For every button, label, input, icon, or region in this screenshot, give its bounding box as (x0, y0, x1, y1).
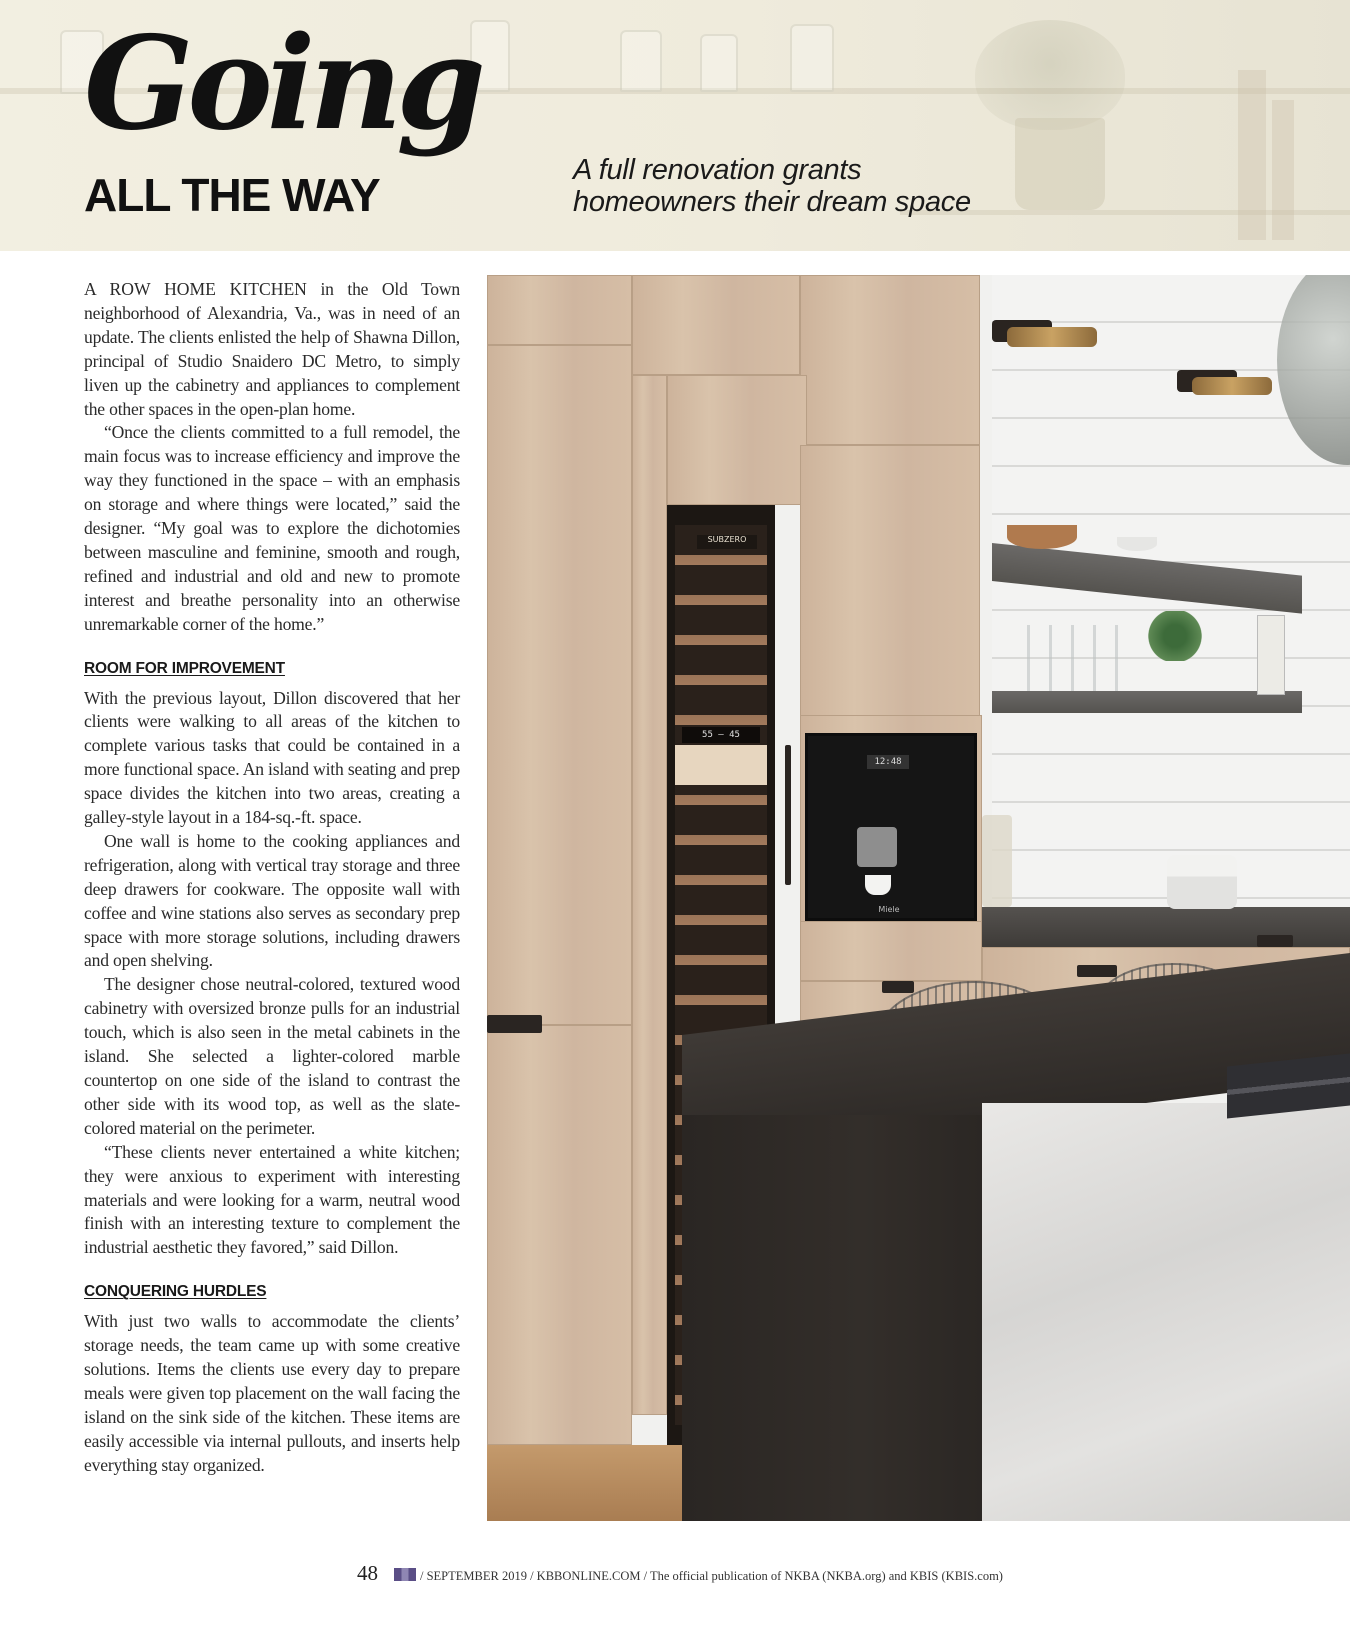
countertop-jar (982, 815, 1012, 907)
tall-cabinet (800, 445, 980, 745)
shelf-plant (1147, 611, 1203, 661)
paragraph: “Once the clients committed to a full remodel, the main focus was to increase efficiency and improve the way they functioned in the space – with an emphasis on storage and where things were located,” said the designer. “My goal was to explore the dichotomies between masculine and feminine, smooth and rough, refined and industrial and old and new to promote interest and breathe personality into an otherwise unremarkable corner of the home.” (84, 422, 460, 634)
lead-in: A ROW HOME KITCHEN (84, 279, 307, 299)
paragraph: One wall is home to the cooking appliances and refrigeration, along with vertical tray storage and three deep drawers for cookware. The opposite wall with coffee and wine stations also serves as secondary prep space with more storage solutions, including drawers and open shelving. (84, 830, 460, 971)
sconce-lamp (1192, 377, 1272, 395)
page-footer (357, 1561, 1003, 1585)
wine-brand-label: SUBZERO (697, 535, 757, 549)
island-body (682, 1115, 982, 1521)
perimeter-countertop (982, 907, 1350, 947)
island-marble-waterfall (982, 1103, 1350, 1521)
footer-text: / SEPTEMBER 2019 / KBBONLINE.COM / The official publication of NKBA (NKBA.org) and KBIS (KBIS.com) (420, 1569, 1003, 1583)
headline-subtitle: ALL THE WAY (84, 169, 380, 221)
background-glass (700, 34, 738, 92)
shelf-glasses (1027, 625, 1137, 691)
deck-text (573, 154, 1073, 218)
coffee-spout (857, 827, 897, 867)
tall-cabinet (632, 375, 667, 1415)
tall-cabinet (632, 275, 800, 375)
tall-cabinet (667, 375, 807, 505)
shelf-book (1257, 615, 1285, 695)
deck-line: A full renovation grants (573, 154, 862, 186)
deck-line: homeowners their dream space (573, 186, 971, 218)
wine-fridge-light (675, 745, 767, 785)
open-shelf (992, 691, 1302, 713)
coffee-cup (865, 875, 891, 895)
tall-cabinet (800, 275, 980, 445)
drawer-pull (882, 981, 914, 993)
kbb-logo-icon (394, 1568, 416, 1581)
cabinet-pull (785, 745, 791, 885)
section-heading: ROOM FOR IMPROVEMENT (84, 659, 285, 677)
background-plant (975, 20, 1125, 130)
coffee-display: 12:48 (867, 755, 909, 769)
cabinet-pull (487, 1015, 542, 1033)
tall-cabinet (487, 1025, 632, 1445)
coffee-brand: Miele (878, 905, 900, 914)
countertop-dishes (1167, 855, 1237, 909)
header-banner (0, 0, 1350, 251)
tall-cabinet (487, 275, 632, 345)
background-glass (790, 24, 834, 92)
page-number: 48 (357, 1561, 378, 1585)
article-body (84, 278, 460, 1478)
shelf-bowl (1007, 525, 1077, 549)
background-book (1272, 100, 1294, 240)
paragraph: The designer chose neutral-colored, textured wood cabinetry with oversized bronze pulls for an industrial touch, which is also seen in the metal cabinets in the island. She selected a lighter-colored marble countertop on one side of the island to contrast the other side with its wood top, as well as the slate-colored material on the perimeter. (84, 974, 460, 1138)
background-glass (620, 30, 662, 92)
headline-script: Going (84, 9, 480, 159)
tall-cabinet (487, 345, 632, 1025)
section-heading: CONQUERING HURDLES (84, 1283, 267, 1301)
kitchen-photo (487, 275, 1350, 1521)
paragraph: “These clients never entertained a white kitchen; they were anxious to experiment with interesting materials and were looking for a warm, neutral wood finish with an interesting texture to complement the industrial aesthetic they favored,” said Dillon. (84, 1141, 460, 1258)
shelf-bowl (1117, 537, 1157, 551)
paragraph: With the previous layout, Dillon discovered that her clients were walking to all areas of the kitchen to complete various tasks that could be contained in a more functional space. An island with seating and prep space divides the kitchen into two areas, creating a galley-style layout in a 184-sq.-ft. space. (84, 687, 460, 828)
paragraph-text: in the Old Town neighborhood of Alexandria, Va., was in need of an update. The clients enlisted the help of Shawna Dillon, principal of Studio Snaidero DC Metro, to simply liven up the cabinetry and appliances to complement the other spaces in the open-plan home. (84, 279, 460, 419)
floor (487, 1445, 707, 1521)
drawer-pull (1257, 935, 1293, 947)
drawer-pull (1077, 965, 1117, 977)
paragraph (84, 278, 460, 421)
wine-temp-display: 55 — 45 (682, 727, 760, 743)
sconce-lamp (1007, 327, 1097, 347)
paragraph: With just two walls to accommodate the clients’ storage needs, the team came up with some creative solutions. Items the clients use every day to prepare meals were given top placement on the wall facing the island on the sink side of the kitchen. These items are easily accessible via internal pullouts, and inserts help everything stay organized. (84, 1311, 460, 1475)
drawer (800, 921, 982, 981)
